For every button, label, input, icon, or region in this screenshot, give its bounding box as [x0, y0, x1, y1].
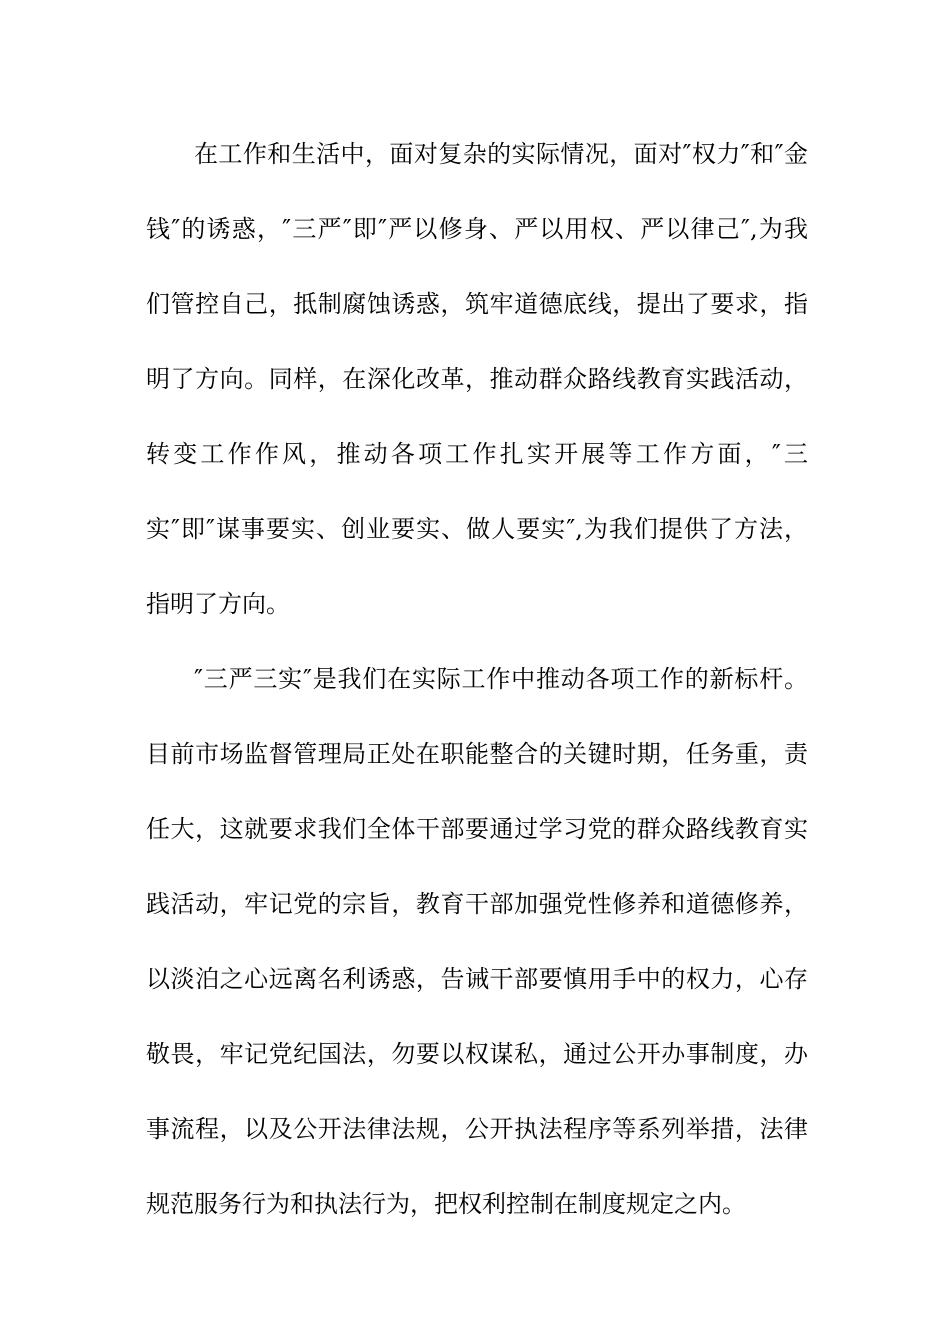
paragraph-line: 任大，这就要求我们全体干部要通过学习党的群众路线教育实: [146, 815, 808, 843]
document-body: [146, 132, 808, 1257]
paragraph-line: 明了方向。同样，在深化改革，推动群众路线教育实践活动，: [146, 365, 808, 393]
paragraph-line: 转变工作作风，推动各项工作扎实开展等工作方面，″三: [146, 440, 808, 468]
paragraph-line: 在工作和生活中，面对复杂的实际情况，面对″权力″和″金: [194, 140, 808, 168]
paragraph-line: 指明了方向。: [146, 590, 290, 618]
paragraph-line: 规范服务行为和执法行为，把权利控制在制度规定之内。: [146, 1190, 746, 1218]
paragraph-line: 目前市场监督管理局正处在职能整合的关键时期，任务重，责: [146, 740, 808, 768]
paragraph-line: 钱″的诱惑，″三严″即″严以修身、严以用权、严以律己″,为我: [146, 215, 808, 243]
paragraph-line: 们管控自己，抵制腐蚀诱惑，筑牢道德底线，提出了要求，指: [146, 290, 808, 318]
paragraph-line: 以淡泊之心远离名利诱惑，告诫干部要慎用手中的权力，心存: [146, 965, 808, 993]
paragraph-line: 践活动，牢记党的宗旨，教育干部加强党性修养和道德修养，: [146, 890, 808, 918]
paragraph-2: [146, 657, 808, 1257]
paragraph-line: 事流程，以及公开法律法规，公开执法程序等系列举措，法律: [146, 1115, 808, 1143]
paragraph-1: [146, 132, 808, 657]
paragraph-line: ″三严三实″是我们在实际工作中推动各项工作的新标杆。: [194, 665, 808, 693]
paragraph-line: 敬畏，牢记党纪国法，勿要以权谋私，通过公开办事制度，办: [146, 1040, 808, 1068]
paragraph-line: 实″即″谋事要实、创业要实、做人要实″,为我们提供了方法，: [146, 515, 808, 543]
